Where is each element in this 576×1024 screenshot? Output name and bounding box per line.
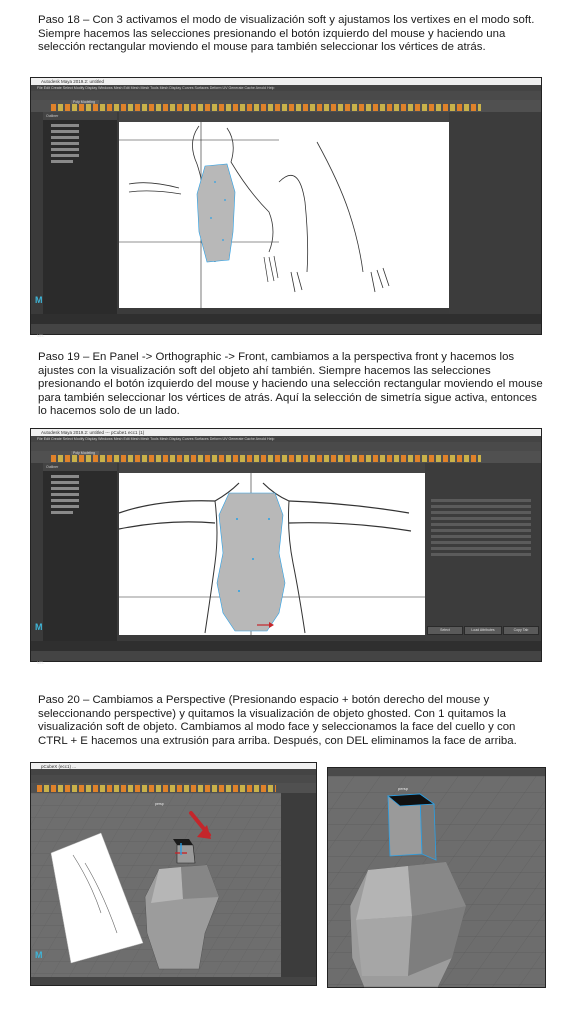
outliner-item[interactable] <box>51 136 79 139</box>
front-viewport[interactable] <box>119 122 279 308</box>
attribute-row[interactable] <box>431 529 531 532</box>
load-attributes-button[interactable] <box>464 626 502 635</box>
window-titlebar <box>31 78 541 85</box>
maya-logo-icon: M <box>35 950 43 960</box>
shelf-icons[interactable] <box>37 785 276 792</box>
perspective-model-closeup[interactable] <box>328 776 545 987</box>
outliner-item[interactable] <box>51 505 79 508</box>
maya-screenshot-step-20-b <box>327 767 546 988</box>
outliner-item[interactable] <box>51 487 79 490</box>
outliner-title: Outliner <box>46 114 59 118</box>
front-view-model <box>119 473 425 635</box>
outliner-item[interactable] <box>51 154 79 157</box>
perspective-model <box>31 793 281 977</box>
front-viewport[interactable] <box>119 473 425 635</box>
attribute-row[interactable] <box>431 499 531 502</box>
window-titlebar <box>31 429 541 436</box>
attribute-row[interactable] <box>431 505 531 508</box>
attribute-editor[interactable] <box>449 112 541 314</box>
select-button[interactable] <box>427 626 463 635</box>
shelf-tab-label: Poly Modeling <box>73 100 95 104</box>
copy-tab-button[interactable] <box>503 626 539 635</box>
attribute-row[interactable] <box>431 511 531 514</box>
outliner-item[interactable] <box>51 475 79 478</box>
attribute-row[interactable] <box>431 553 531 556</box>
outliner-item[interactable] <box>51 499 79 502</box>
time-slider[interactable] <box>31 641 541 651</box>
command-line[interactable] <box>31 977 316 985</box>
viewport-menu-bar[interactable] <box>119 112 449 122</box>
channel-box[interactable] <box>281 793 316 977</box>
outliner-title: Outliner <box>46 465 59 469</box>
outliner-item[interactable] <box>51 130 79 133</box>
select-button-label: Select <box>440 628 450 632</box>
window-title: Autodesk Maya 2019.2: untitled <box>41 79 105 84</box>
maya-screenshot-step-18 <box>30 77 542 338</box>
sketch-reference <box>119 122 279 308</box>
arm-sketch <box>279 122 449 308</box>
outliner-header <box>43 112 117 120</box>
maya-screenshot-step-20-a <box>30 762 317 986</box>
step-20-text: Paso 20 – Cambiamos a Perspective (Presionando espacio + botón derecho del mouse y seleccionando perspective) y quitamos la visualización de objeto ghosted. Con 1 quitamos la visualización soft de objeto. Cambiamos al modo face y seleccionamos la face del cuello y con CTRL + E hacemos una extrusión para arriba. Después, con DEL eliminamos la face de arriba. <box>38 694 517 747</box>
outliner-item[interactable] <box>51 511 73 514</box>
perspective-viewport[interactable] <box>31 793 281 977</box>
status-toolbar[interactable] <box>31 775 316 783</box>
load-attributes-label: Load Attributes <box>471 628 495 632</box>
command-line[interactable] <box>31 324 541 338</box>
outliner-header <box>43 463 117 471</box>
shelf-icons[interactable] <box>51 104 481 111</box>
maya-logo-icon: M <box>35 622 43 632</box>
viewport-label: persp <box>398 786 409 791</box>
attribute-row[interactable] <box>431 517 531 520</box>
outliner-item[interactable] <box>51 148 79 151</box>
toolbox[interactable] <box>31 112 43 314</box>
viewport-label: persp <box>155 802 164 806</box>
shelf-icons[interactable] <box>51 455 481 462</box>
outliner-item[interactable] <box>51 481 79 484</box>
viewport-menu-bar[interactable] <box>119 463 425 473</box>
command-line[interactable] <box>31 651 541 665</box>
copy-tab-label: Copy Tab <box>513 628 529 632</box>
side-area <box>279 122 449 308</box>
shelf-tab-label: Poly Modeling <box>73 451 95 455</box>
viewport-toolbar[interactable] <box>328 768 545 776</box>
menu-items[interactable]: File Edit Create Select Modify Display Windows Mesh Edit Mesh Mesh Tools Mesh Display Curves Surfaces Deform UV Generate Cache Arnold Help <box>37 437 275 441</box>
step-19-text: Paso 19 – En Panel -> Orthographic -> Front, cambiamos a la perspectiva front y hacemos los ajustes con la visualización soft del objeto ahí también. Siempre hacemos las selecciones presionando el botón izquierdo del mouse y haciendo una selección rectangular moviendo el mouse para también seleccionar los vértices de atrás. Aquí la selección de simetría sigue activa, entonces lo hacemos solo de un lado. <box>38 351 543 418</box>
outliner-item[interactable] <box>51 160 73 163</box>
maya-logo-icon: M <box>35 295 43 305</box>
cmd-label: MEL <box>37 334 45 338</box>
maya-screenshot-step-19 <box>30 428 542 665</box>
status-toolbar[interactable] <box>31 91 541 100</box>
outliner-item[interactable] <box>51 493 79 496</box>
outliner-panel[interactable] <box>43 463 117 641</box>
attribute-row[interactable] <box>431 523 531 526</box>
time-slider[interactable] <box>31 314 541 324</box>
attribute-row[interactable] <box>431 547 531 550</box>
attribute-editor[interactable] <box>425 463 541 641</box>
cmd-label: MEL <box>37 661 45 665</box>
outliner-panel[interactable] <box>43 112 117 314</box>
attribute-row[interactable] <box>431 535 531 538</box>
attribute-row[interactable] <box>431 541 531 544</box>
outliner-item[interactable] <box>51 142 79 145</box>
toolbox[interactable] <box>31 463 43 641</box>
window-title: pCubeX (ecc1) ... <box>41 764 77 769</box>
outliner-item[interactable] <box>51 124 79 127</box>
menu-items[interactable]: File Edit Create Select Modify Display Windows Mesh Edit Mesh Mesh Tools Mesh Display Curves Surfaces Deform UV Generate Cache Arnold Help <box>37 86 275 90</box>
window-title: Autodesk Maya 2019.2: untitled --- pCube1 ecc1 (1) <box>41 430 145 435</box>
status-toolbar[interactable] <box>31 442 541 451</box>
step-18-text: Paso 18 – Con 3 activamos el modo de visualización soft y ajustamos los vertixes en el modo soft. Siempre hacemos las selecciones presionando el botón izquierdo del mouse y haciendo una selección rectangular moviendo el mouse para también seleccionar los vértices de atrás. <box>38 14 535 54</box>
